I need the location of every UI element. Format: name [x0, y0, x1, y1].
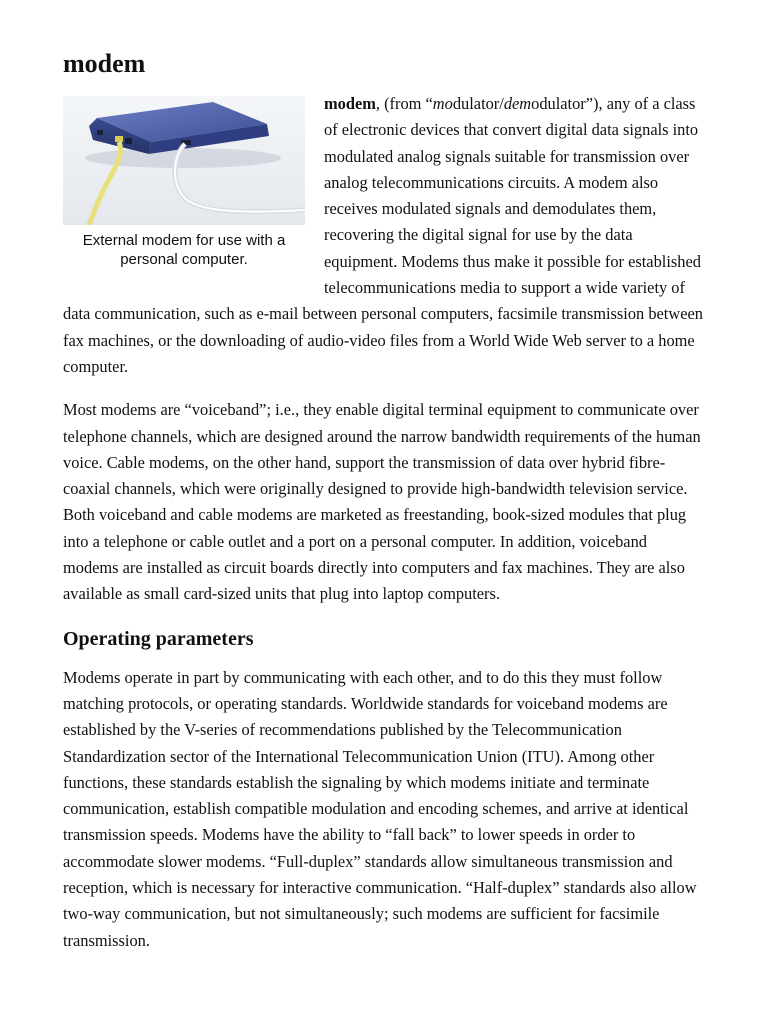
intro-from: , (from “	[375, 94, 433, 113]
figure-caption: External modem for use with a personal computer.	[82, 232, 286, 268]
section-heading: Operating parameters	[63, 627, 254, 650]
intro-dem-italic: dem	[503, 94, 532, 113]
article	[63, 44, 706, 971]
voiceband-paragraph: Most modems are “voiceband”; i.e., they enable digital terminal equipment to communicate over telephone channels, which are designed around the narrow bandwidth requirements of the human voice. Cable modems, on the other hand, support the transmission of data over hybrid fibre-coaxial channels, which were originally designed to provide high-bandwidth television service. Both voiceband and cable modems are marketed as freestanding, book-sized modules that plug into a telephone or cable outlet and a port on a personal computer. In addition, voiceband modems are installed as circuit boards directly into computers and fax machines. They are also available as small card-sized units that plug into laptop computers.	[63, 400, 701, 604]
article-title: modem	[63, 49, 146, 78]
figure	[63, 96, 305, 269]
intro-mod-rest: dulator/	[452, 94, 504, 113]
intro-term: modem	[324, 94, 376, 113]
modem-photo	[63, 96, 305, 225]
intro-body: odulator”), any of a class of electronic devices that convert digital data signals into modulated analog signals suitable for transmission over analog telecommunications circuits. A modem also receives modulated signals and demodulates them, recovering the digital signal for use by the data equipment. Modems thus make it possible for established telecommunications media to support a wide variety of data communication, such as e-mail between personal computers, facsimile transmission between fax machines, or the downloading of audio-video files from a World Wide Web server to a home computer.	[63, 94, 703, 376]
intro-mod-italic: mo	[432, 94, 453, 113]
operating-parameters-paragraph: Modems operate in part by communicating with each other, and to do this they must follow matching protocols, or operating standards. Worldwide standards for voiceband modems are established by the V-series of recommendations published by the Telecommunication Standardization sector of the International Telecommunication Union (ITU). Among other functions, these standards establish the signaling by which modems initiate and terminate communication, establish compatible modulation and encoding schemes, and arrive at identical transmission speeds. Modems have the ability to “fall back” to lower speeds in order to accommodate slower modems. “Full-duplex” standards allow simultaneous transmission and reception, which is necessary for interactive communication. “Half-duplex” standards also allow two-way communication, but not simultaneously; such modems are sufficient for facsimile transmission.	[63, 667, 697, 950]
